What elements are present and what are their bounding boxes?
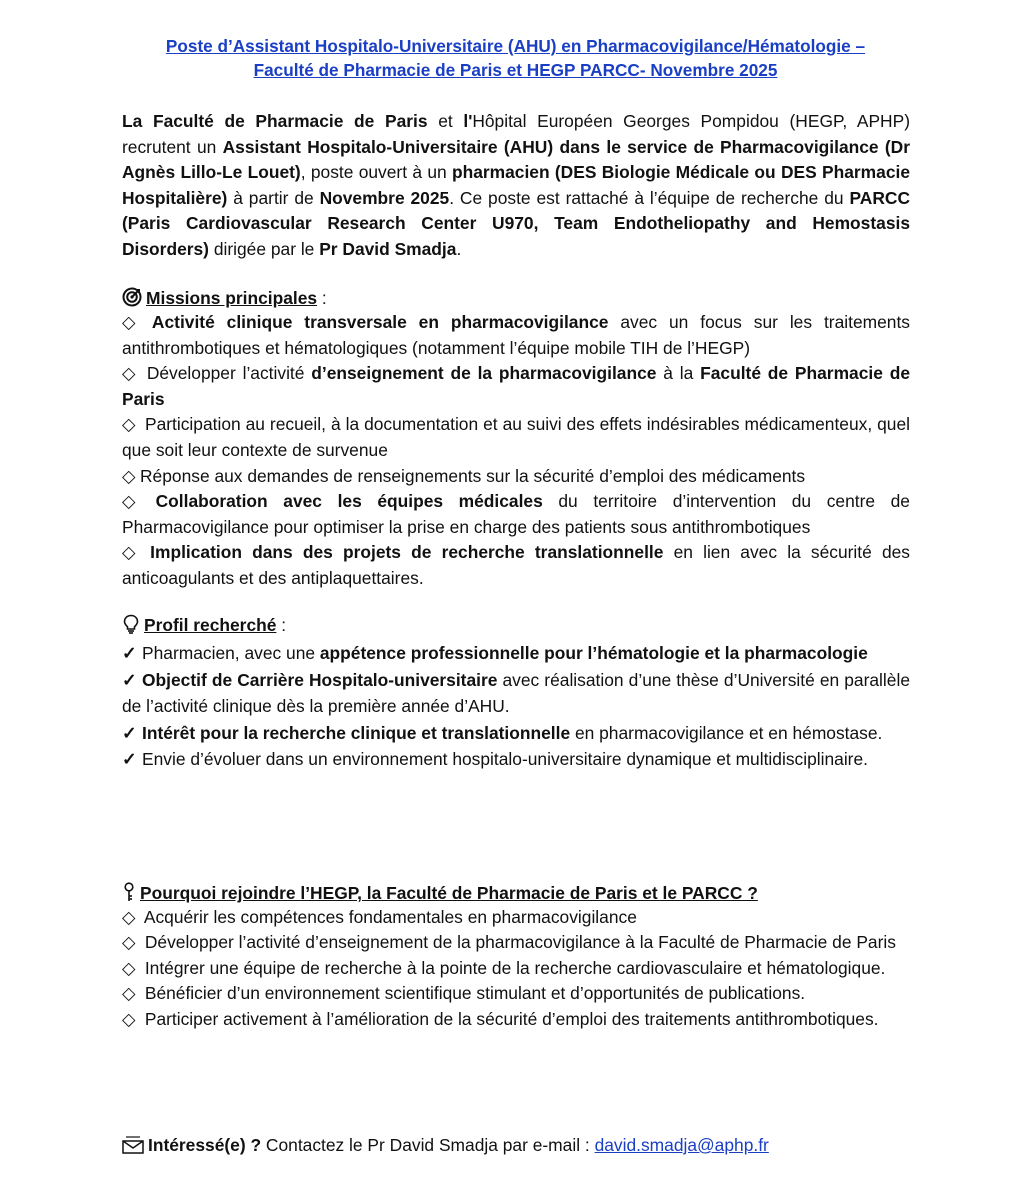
list-item: ◇ Intégrer une équipe de recherche à la pointe de la recherche cardiovasculaire et hématologique. xyxy=(122,956,910,981)
lightbulb-icon xyxy=(122,614,140,640)
checkmark-icon: ✓ xyxy=(122,749,137,770)
list-item: ✓ Intérêt pour la recherche clinique et translationnelle en pharmacovigilance et en hémostase. xyxy=(122,720,910,747)
diamond-bullet-icon: ◇ xyxy=(122,312,136,332)
list-item: ◇ Réponse aux demandes de renseignements sur la sécurité d’emploi des médicaments xyxy=(122,464,910,490)
pourquoi-heading-text: Pourquoi rejoindre l’HEGP, la Faculté de Pharmacie de Paris et le PARCC ? xyxy=(140,883,758,903)
diamond-bullet-icon: ◇ xyxy=(122,907,136,927)
missions-list xyxy=(122,310,910,592)
list-item: ✓ Pharmacien, avec une appétence professionnelle pour l’hématologie et la pharmacologie xyxy=(122,640,910,667)
pourquoi-list xyxy=(122,905,910,1032)
pourquoi-heading xyxy=(122,881,910,908)
missions-heading: Missions principales : xyxy=(122,286,910,313)
diamond-bullet-icon: ◇ xyxy=(122,957,136,978)
list-item: ◇ Implication dans des projets de recherche translationnelle en lien avec la sécurité des anticoagulants et des antiplaquettaires. xyxy=(122,542,910,588)
envelope-icon xyxy=(122,1136,144,1160)
diamond-bullet-icon: ◇ xyxy=(122,414,136,435)
diamond-bullet-icon: ◇ xyxy=(122,932,136,953)
checkmark-icon: ✓ xyxy=(122,643,137,663)
checkmark-icon: ✓ xyxy=(122,669,137,690)
contact-line: Intéressé(e) ? Contactez le Pr David Smadja par e-mail : david.smadja@aphp.fr xyxy=(122,1133,910,1160)
list-item: ◇ Développer l’activité d’enseignement de la pharmacovigilance à la Faculté de Pharmacie de Paris xyxy=(122,363,910,409)
profil-heading: Profil recherché : xyxy=(122,613,910,640)
list-item: ◇ Acquérir les compétences fondamentales en pharmacovigilance xyxy=(122,905,910,930)
list-item: ◇ Bénéficier d’un environnement scientifique stimulant et d’opportunités de publications. xyxy=(122,981,910,1006)
list-item: ✓ Objectif de Carrière Hospitalo-universitaire avec réalisation d’une thèse d’Université en parallèle de l’activité clinique dès la première année d’AHU. xyxy=(122,667,910,720)
checkmark-icon: ✓ xyxy=(122,722,137,743)
missions-heading-text: Missions principales xyxy=(146,288,318,308)
title-link-line1[interactable]: Poste d’Assistant Hospitalo-Universitaire (AHU) en Pharmacovigilance/Hématologie – xyxy=(165,36,866,56)
diamond-bullet-icon: ◇ xyxy=(122,491,136,512)
list-item: ◇ Activité clinique transversale en pharmacovigilance avec un focus sur les traitements antithrombotiques et hématologiques (notamment l’équipe mobile TIH de l’HEGP) xyxy=(122,312,910,358)
diamond-bullet-icon: ◇ xyxy=(122,363,136,384)
title-link-line2[interactable]: Faculté de Pharmacie de Paris et HEGP PARCC- Novembre 2025 xyxy=(253,60,778,80)
page-title xyxy=(100,34,931,82)
profil-heading-text: Profil recherché xyxy=(144,615,277,635)
email-link[interactable]: david.smadja@aphp.fr xyxy=(594,1135,769,1155)
list-item: ◇ Développer l’activité d’enseignement de la pharmacovigilance à la Faculté de Pharmacie de Paris xyxy=(122,930,910,955)
profil-list xyxy=(122,640,910,773)
diamond-bullet-icon: ◇ xyxy=(122,542,136,563)
diamond-bullet-icon: ◇ xyxy=(122,1008,136,1029)
diamond-bullet-icon: ◇ xyxy=(122,465,136,486)
diamond-bullet-icon: ◇ xyxy=(122,983,136,1004)
list-item: ◇ Collaboration avec les équipes médicales du territoire d’intervention du centre de Pharmacovigilance pour optimiser la prise en charge des patients sous antithrombotiques xyxy=(122,491,910,537)
list-item: ◇ Participation au recueil, à la documentation et au suivi des effets indésirables médicamenteux, quel que soit leur contexte de survenue xyxy=(122,414,910,460)
intro-paragraph: La Faculté de Pharmacie de Paris et l'Hôpital Européen Georges Pompidou (HEGP, APHP) recrutent un Assistant Hospitalo-Universitaire (AHU) dans le service de Pharmacovigilance (Dr Agnès Lillo-Le Louet), poste ouvert à un pharmacien (DES Biologie Médicale ou DES Pharmacie Hospitalière) à partir de Novembre 2025. Ce poste est rattaché à l’équipe de recherche du PARCC (Paris Cardiovascular Research Center U970, Team Endotheliopathy and Hemostasis Disorders) dirigée par le Pr David Smadja. xyxy=(122,111,911,259)
list-item: ✓ Envie d’évoluer dans un environnement hospitalo-universitaire dynamique et multidisciplinaire. xyxy=(122,746,910,773)
list-item: ◇ Participer activement à l’amélioration de la sécurité d’emploi des traitements antithrombotiques. xyxy=(122,1007,910,1032)
